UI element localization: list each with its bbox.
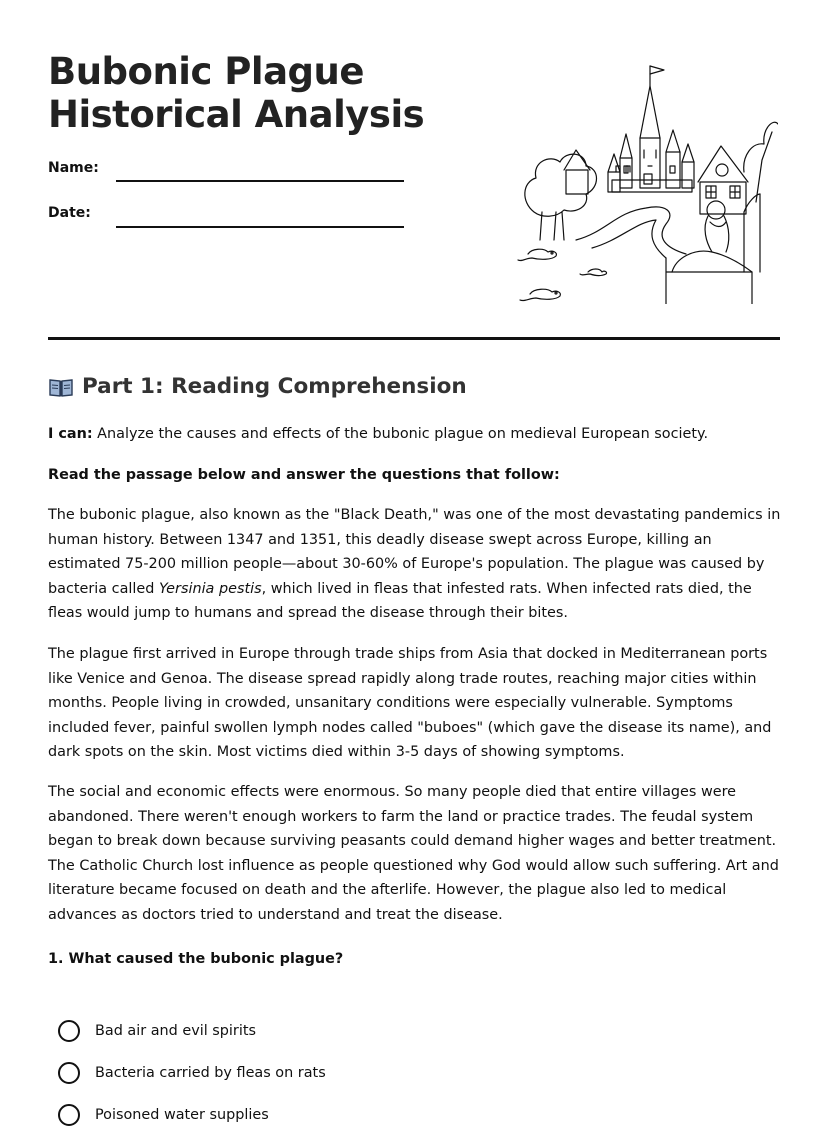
option-row[interactable]: [58, 1052, 326, 1094]
option-label: Bad air and evil spirits: [95, 1023, 256, 1039]
name-field[interactable]: [116, 180, 404, 182]
ican-text: Analyze the causes and effects of the bubonic plague on medieval European society.: [92, 426, 709, 442]
question-1-prompt: 1. What caused the bubonic plague?: [48, 951, 344, 967]
medieval-plague-illustration: [516, 62, 778, 304]
passage-paragraph-1: [48, 503, 788, 626]
question-1-options: [58, 1010, 326, 1136]
page-title: [48, 50, 424, 136]
open-book-icon: [48, 376, 74, 398]
header-divider: [48, 337, 780, 340]
p1-species-name: Yersinia pestis: [158, 580, 262, 597]
passage-paragraph-3: The social and economic effects were enormous. So many people died that entire villages were abandoned. There weren't enough workers to farm the land or practice trades. The feudal system began to break down because surviving peasants could demand higher wages and better treatment. The Catholic Church lost influence as people questioned why God would allow such suffering. Art and literature became focused on death and the afterlife. However, the plague also led to medical advances as doctors tried to understand and treat the disease.: [48, 784, 779, 923]
reading-instruction: Read the passage below and answer the questions that follow:: [48, 467, 560, 483]
date-field[interactable]: [116, 226, 404, 228]
option-label: Poisoned water supplies: [95, 1107, 269, 1123]
radio-button[interactable]: [58, 1062, 80, 1084]
p1-text-b: , which lived in fleas that infested rats. When infected rats died, the fleas would jump to humans and spread the disease through their bites.: [48, 580, 752, 622]
ican-label: I can:: [48, 426, 93, 442]
option-row[interactable]: [58, 1094, 326, 1136]
passage-paragraph-2: The plague first arrived in Europe through trade ships from Asia that docked in Mediterranean ports like Venice and Genoa. The disease spread rapidly along trade routes, reaching major cities within months. People living in crowded, unsanitary conditions were especially vulnerable. Symptoms included fever, painful swollen lymph nodes called "buboes" (which gave the disease its name), and dark spots on the skin. Most victims died within 3-5 days of showing symptoms.: [48, 646, 772, 761]
option-label: Bacteria carried by fleas on rats: [95, 1065, 326, 1081]
learning-objective: [48, 422, 788, 447]
title-line-2: Historical Analysis: [48, 93, 425, 136]
radio-button[interactable]: [58, 1104, 80, 1126]
title-line-1: Bubonic Plague: [48, 50, 364, 93]
name-label: Name:: [48, 160, 99, 176]
radio-button[interactable]: [58, 1020, 80, 1042]
date-label: Date:: [48, 205, 91, 221]
part1-title: Part 1: Reading Comprehension: [82, 374, 467, 399]
part1-heading: [48, 374, 467, 399]
p1-text-a: The bubonic plague, also known as the "Black Death," was one of the most devastating pandemics in human history. Between 1347 and 1351, this deadly disease swept across Europe, killing an estimated 75-200 million people—about 30-60% of Europe's population. The plague was caused by bacteria called: [48, 507, 781, 597]
option-row[interactable]: [58, 1010, 326, 1052]
